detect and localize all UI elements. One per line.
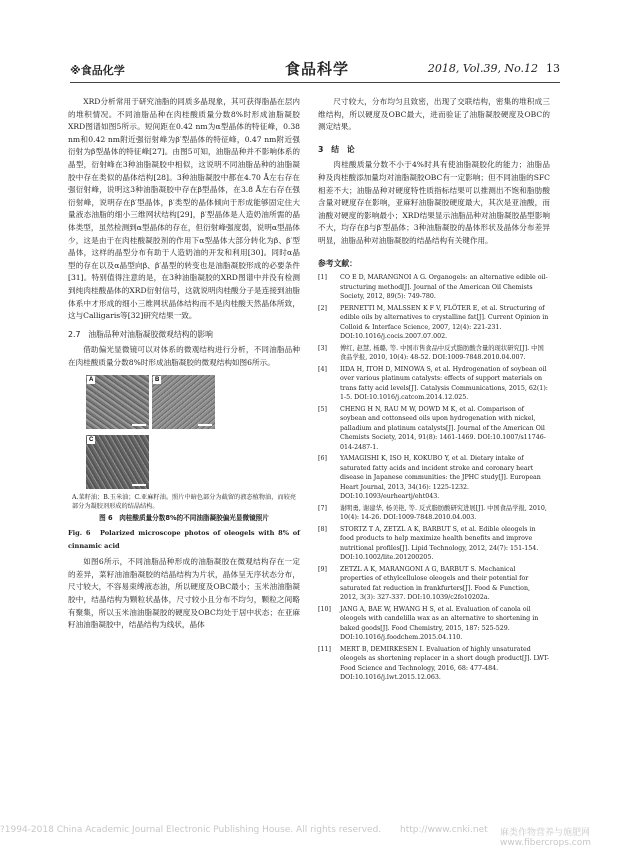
reference-number: [10] bbox=[318, 605, 331, 613]
reference-text: STORTZ T A, ZETZL A K, BARBUT S, et al. Edible oleogels in food products to help maximize health benefits and improve nutritional profiles[J]. Lipid Technology, 2012, 24(7): 151-154. DOI:10.1002/lite.201200205. bbox=[340, 525, 539, 562]
paragraph-continued: 尺寸较大，分布均匀且致密，出现了交联结构，密集的堆积成三维结构，所以硬度及OBC最大，进而验证了油脂凝胶硬度及OBC的测定结果。 bbox=[318, 97, 550, 132]
reference-item bbox=[318, 344, 550, 363]
micrograph-a bbox=[86, 375, 149, 429]
figure-caption-cn: 图 6 肉桂酸质量分数8%的不同油脂凝胶偏光显微镜照片 bbox=[99, 514, 269, 523]
reference-number: [3] bbox=[318, 344, 327, 352]
panel-label-c: C bbox=[89, 437, 94, 444]
paragraph-microstructure: 如图6所示，不同油脂品种形成的油脂凝胶在微观结构存在一定的差异，菜籽油油脂凝胶的结晶结构为片状，晶体呈无序状态分布，尺寸较大，不容易束缚液态油，所以硬度及OBC最小；玉米油油脂凝胶中，结晶结构为颗粒状晶体，尺寸较小且分布不均匀，颗粒之间略有聚集，所以玉米油油脂凝胶的硬度及OBC均处于居中状态；在亚麻籽油油脂凝胶中，结晶结构为线状，晶体 bbox=[68, 557, 300, 630]
reference-text: MERT B, DEMIRKESEN I. Evaluation of highly unsaturated oleogels as shortening replacer in a short dough product[J]. LWT-Food Science and Technology, 2016, 68: 477-484. DOI:10.1016/j.lwt.2015.12.063. bbox=[340, 645, 550, 682]
reference-item bbox=[318, 365, 550, 403]
scale-bar bbox=[198, 424, 212, 426]
reference-text: PERNETTI M, MALSSEN K F V, FLÖTER E, et al. Structuring of edible oils by alternatives to crystalline fat[J]. Current Opinion in Colloid & Interface Science, 2007, 12(4): 221-231. DOI:10.1016/j.cocis.2007.07.002. bbox=[340, 304, 549, 341]
copyright-text: ?1994-2018 China Academic Journal Electronic Publishing House. All rights reserved. bbox=[0, 825, 382, 835]
watermark-text: 麻类作物营养与施肥网 www.fibercrops.com bbox=[500, 828, 591, 848]
references-list bbox=[318, 273, 550, 683]
figure-note: A.菜籽油；B.玉米油；C.亚麻籽油。照片中暗色部分为截留的液态植物油，而较亮部分为凝胶剂形成的结晶结构。 bbox=[72, 494, 296, 511]
page-header bbox=[70, 60, 560, 83]
paragraph-microscope-intro: 借助偏光显微镜可以对体系的微观结构进行分析，不同油脂品种在肉桂酸质量分数8%时形成油脂凝胶的微观结构如图6所示。 bbox=[68, 345, 300, 367]
scale-bar bbox=[132, 484, 146, 486]
reference-text: YAMAGISHI K, ISO H, KOKUBO Y, et al. Dietary intake of saturated fatty acids and incident stroke and coronary heart disease in Japanese communities: the JPHC study[J]. European Heart Journal, 2013, 34(16): 1225-1232. DOI:10.1093/eurheartj/eht043. bbox=[340, 455, 541, 501]
reference-item bbox=[318, 504, 550, 523]
reference-number: [2] bbox=[318, 304, 327, 312]
figure-6 bbox=[84, 375, 284, 491]
right-column bbox=[318, 96, 550, 685]
micrograph-b bbox=[152, 375, 215, 429]
micrograph-c bbox=[86, 435, 149, 489]
cnki-link[interactable]: http://www.cnki.net bbox=[400, 825, 488, 835]
reference-text: ZETZL A K, MARANGONI A G, BARBUT S. Mechanical properties of ethylcellulose oleogels and their potential for saturated fat reduction in frankfurters[J]. Food & Function, 2012, 3(3): 327-337. DOI:10.1039/c2fo10202a. bbox=[340, 565, 531, 602]
reference-item bbox=[318, 405, 550, 453]
paragraph-xrd: XRD分析常用于研究油脂的同质多晶现象，其可获得脂晶在层内的堆积情况。不同油脂品种在肉桂酸质量分数8%时形成油脂凝胶XRD图谱如图5所示。短间距在0.42 nm为α型晶体的特征峰，0.38 nm和0.42 nm附近强衍射峰为β′型晶体的特征峰，0.47 nm附近强衍射为β型晶体的特征峰[27]。由图5可知，油脂品种并不影响体系的晶型，衍射峰在3种油脂凝胶中相似，这说明不同油脂品种的油脂凝胶中存在类似的晶体结构[28]。3种油脂凝胶中都在4.70 Å左右存在强衍射峰，说明这3种油脂凝胶中存在β型晶体，在3.8 Å左右存在强衍射峰，说明存在β′型晶体，β′类型的晶体倾向于形成能够固定住大量液态油脂的细小三维网状结构[29]，β′型晶体是人造奶油所需的晶体类型，虽然检测到α型晶体的存在，但衍射峰强度弱，说明α型晶体少，这是由于在肉桂酸凝胶剂的作用下α型晶体大部分转化为β、β′型晶体，这样的晶型分布有助于人造奶油的开发和利用[30]。同时α晶型的存在以及α晶型向β、β′晶型的转变也是油脂凝胶形成的必要条件[31]。特别值得注意的是，在3种油脂凝胶的XRD图谱中并没有检测到纯肉桂酸晶体的XRD衍射信号，这就说明肉桂酸分子是连接到油脂体系中才形成的细小三维网状晶体结构而不是肉桂酸天然晶体所致，这与Calligaris等[32]研究结果一致。 bbox=[68, 97, 300, 321]
reference-number: [8] bbox=[318, 525, 327, 533]
issue-info bbox=[428, 62, 560, 75]
reference-item bbox=[318, 645, 550, 683]
reference-number: [4] bbox=[318, 365, 327, 373]
reference-text: CHENG H N, RAU M W, DOWD M K, et al. Comparison of soybean and cottonseed oils upon hydrogenation with nickel, palladium and platinum catalysts[J]. Journal of the American Oil Chemists Society, 2014, 91(8): 1461-1469. DOI:10.1007/s11746-014-2487-1. bbox=[340, 405, 546, 451]
reference-number: [1] bbox=[318, 274, 327, 282]
reference-number: [11] bbox=[318, 645, 331, 653]
reference-number: [7] bbox=[318, 504, 327, 512]
reference-number: [6] bbox=[318, 455, 327, 463]
section-label: ※食品化学 bbox=[70, 64, 125, 77]
journal-title: 食品科学 bbox=[285, 60, 350, 78]
figure-caption-en: Fig. 6 Polarized microscope photos of oleogels with 8% of cinnamic acid bbox=[68, 529, 300, 550]
paragraph-conclusion: 肉桂酸质量分数不小于4%时具有使油脂凝胶化的能力；油脂品种及肉桂酸添加量均对油脂凝胶OBC有一定影响；但不同油脂的SFC相差不大；油脂品种对硬度特性质指标结果可以推测出不饱和脂肪酸含量对硬度存在影响，亚麻籽油脂凝胶硬度最大，其次是亚油酸，而油酸对硬度的影响最小；XRD结果显示油脂品种对油脂凝胶晶型影响不大，均存在β与β′型晶体；3种油脂凝胶的晶体形状及晶体分布差异明显，油脂品种对油脂凝胶的结晶结构有关键作用。 bbox=[318, 160, 550, 245]
reference-text: IIDA H, ITOH D, MINOWA S, et al. Hydrogenation of soybean oil over various platinum catalysts: effects of support materials on trans fatty acid levels[J]. Catalysis Communications, 2015, 62(1): 1-5. DOI:10.1016/j.catcom.2014.12.025. bbox=[340, 365, 548, 402]
panel-label-b: B bbox=[155, 377, 160, 384]
reference-text: 傅红, 赵慧, 杨璐, 等. 中国市售食品中反式脂肪酸含量的现状研究[J]. 中国食品学报, 2010, 10(4): 48-52. DOI:1009-7848.2010.04.007. bbox=[340, 344, 544, 362]
reference-item bbox=[318, 525, 550, 563]
reference-number: [5] bbox=[318, 405, 327, 413]
page-number: 13 bbox=[546, 62, 560, 75]
section-heading-2-7: 2.7 油脂品种对油脂凝胶微观结构的影响 bbox=[68, 329, 213, 339]
reference-item bbox=[318, 605, 550, 643]
reference-text: CO E D, MARANGNOI A G. Organogels: an alternative edible oil-structuring method[J]. Journal of the American Oil Chemists Society, 2012, 89(5): 749-780. bbox=[340, 274, 548, 301]
left-column bbox=[68, 96, 300, 632]
references-heading: 参考文献： bbox=[318, 258, 357, 268]
reference-item bbox=[318, 273, 550, 302]
panel-label-a: A bbox=[89, 377, 94, 384]
reference-item bbox=[318, 304, 550, 342]
issue-number: 2018, Vol.39, No.12 bbox=[427, 62, 538, 75]
section-heading-conclusion: 3 结 论 bbox=[318, 144, 355, 154]
scale-bar bbox=[132, 424, 146, 426]
reference-item bbox=[318, 454, 550, 502]
reference-text: 谢明勇, 谢建华, 杨美艳, 等. 反式脂肪酸研究进展[J]. 中国食品学报, 2010, 10(4): 14-26. DOI:1009-7848.2010.04.003. bbox=[340, 504, 547, 522]
reference-item bbox=[318, 565, 550, 603]
reference-number: [9] bbox=[318, 565, 327, 573]
reference-text: JANG A, BAE W, HWANG H S, et al. Evaluation of canola oil oleogels with candelilla wax as an alternative to shortening in baked goods[J]. Food Chemistry, 2015, 187: 525-529. DOI:10.1016/j.foodchem.2015.04.110. bbox=[340, 605, 539, 642]
